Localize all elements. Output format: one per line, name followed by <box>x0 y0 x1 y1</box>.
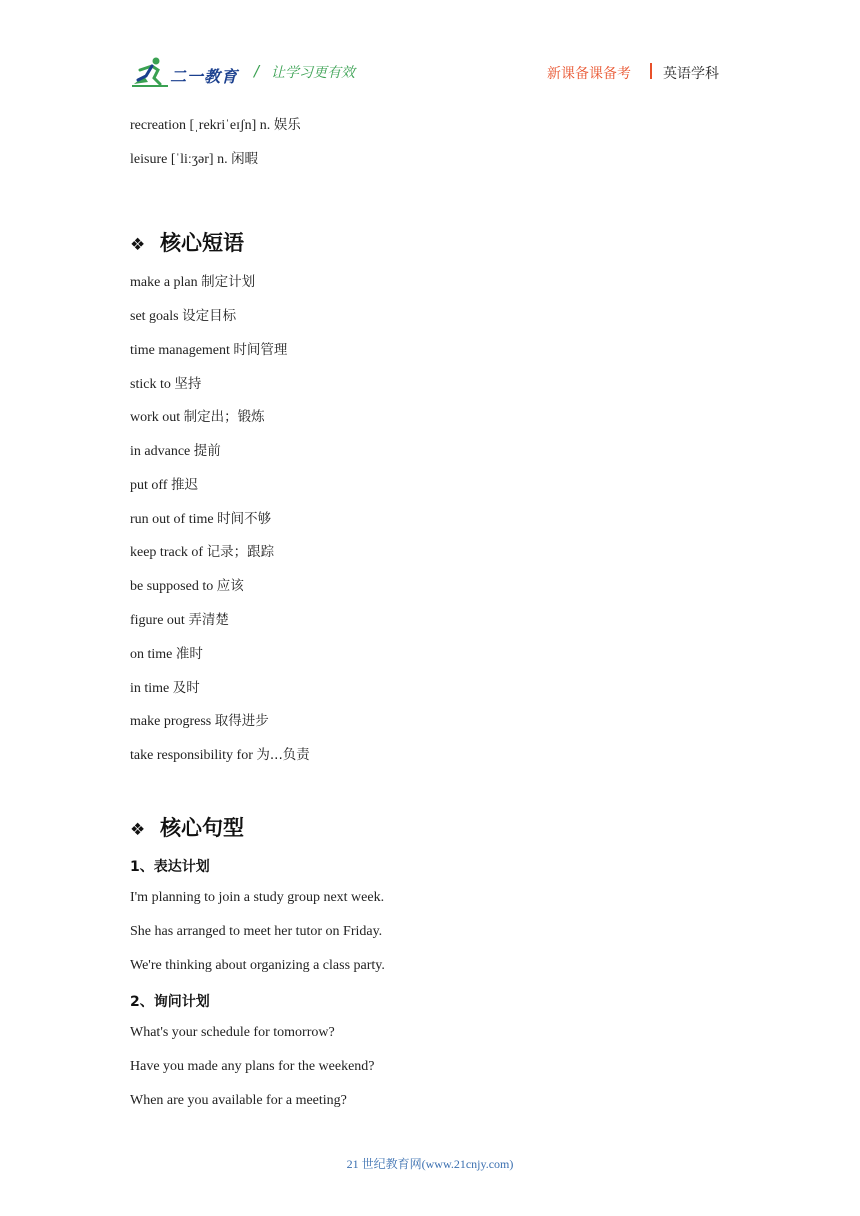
phrase-en: make progress <box>130 714 212 729</box>
sentence-item: Have you made any plans for the weekend? <box>130 1059 375 1074</box>
section-title-text: 核心短语 <box>160 231 244 255</box>
phrase-cn: 制定计划 <box>201 274 256 290</box>
phrase-item <box>130 709 269 730</box>
phrase-cn: 坚持 <box>174 376 202 392</box>
sentence-group-heading: 1、表达计划 <box>130 859 210 875</box>
phrase-en: put off <box>130 478 168 493</box>
phrase-en: time management <box>130 343 230 358</box>
phrase-item <box>130 676 200 697</box>
vocab-line <box>130 113 301 134</box>
vocab-meaning: 娱乐 <box>273 117 301 133</box>
phrase-item <box>130 642 203 663</box>
phrase-item <box>130 270 255 291</box>
sentence-item: When are you available for a meeting? <box>130 1093 347 1108</box>
phrase-item <box>130 507 271 528</box>
sentences-section-title <box>130 812 244 842</box>
sentence-item: We're thinking about organizing a class party. <box>130 958 385 973</box>
header-divider <box>650 63 652 79</box>
phrase-cn: 及时 <box>172 680 200 696</box>
phrase-en: in time <box>130 681 170 696</box>
phrase-cn: 弄清楚 <box>188 612 229 628</box>
phrase-item <box>130 574 244 595</box>
header-course-label: 新课备课备考 <box>547 66 631 82</box>
phrase-cn: 提前 <box>193 443 221 459</box>
brand-logo <box>130 56 240 90</box>
runner-logo-icon <box>130 56 170 88</box>
header-subject-label: 英语学科 <box>663 66 719 82</box>
phrase-cn: 记录；跟踪 <box>206 544 275 560</box>
phrase-item <box>130 540 274 561</box>
sentence-item: She has arranged to meet her tutor on Friday. <box>130 924 383 939</box>
phrase-item <box>130 405 265 426</box>
diamond-bullet-icon: ❖ <box>130 820 146 840</box>
phrase-cn: 应该 <box>216 578 244 594</box>
phrase-item <box>130 473 198 494</box>
vocab-meaning: 闲暇 <box>231 151 259 167</box>
phrase-en: stick to <box>130 377 171 392</box>
phrase-item <box>130 439 221 460</box>
phrase-item <box>130 608 229 629</box>
phrase-cn: 准时 <box>175 646 203 662</box>
phrase-cn: 时间管理 <box>233 342 288 358</box>
phrase-item <box>130 743 310 764</box>
vocab-word: recreation [ˌrekriˈeɪʃn] n. <box>130 118 271 133</box>
phrase-item <box>130 372 201 393</box>
page-header <box>0 0 860 100</box>
phrase-cn: 为...负责 <box>256 747 310 763</box>
phrase-cn: 取得进步 <box>214 713 269 729</box>
phrase-en: be supposed to <box>130 579 214 594</box>
diamond-bullet-icon: ❖ <box>130 235 146 255</box>
sentence-item: I'm planning to join a study group next week. <box>130 890 385 905</box>
phrase-cn: 时间不够 <box>217 511 272 527</box>
phrase-en: on time <box>130 647 173 662</box>
phrase-cn: 制定出；锻炼 <box>183 409 265 425</box>
slogan-separator: / <box>254 62 260 80</box>
section-title-text: 核心句型 <box>160 816 244 840</box>
logo-text: 二一教育 <box>170 67 239 86</box>
sentence-group-heading: 2、询问计划 <box>130 994 210 1010</box>
phrase-en: in advance <box>130 444 191 459</box>
sentence-item: What's your schedule for tomorrow? <box>130 1025 335 1040</box>
slogan: 让学习更有效 <box>271 65 355 81</box>
phrase-item <box>130 338 287 359</box>
phrase-en: take responsibility for <box>130 748 253 763</box>
phrase-cn: 推迟 <box>170 477 198 493</box>
phrase-en: keep track of <box>130 545 204 560</box>
vocab-line <box>130 147 258 168</box>
vocab-word: leisure [ˈliːʒər] n. <box>130 152 228 167</box>
phrase-item <box>130 304 236 325</box>
phrase-en: make a plan <box>130 275 198 290</box>
page-footer: 21 世纪教育网(www.21cnjy.com) <box>346 1157 514 1171</box>
phrase-en: figure out <box>130 613 185 628</box>
phrase-cn: 设定目标 <box>182 308 237 324</box>
phrase-en: set goals <box>130 309 179 324</box>
phrase-en: run out of time <box>130 512 214 527</box>
phrase-en: work out <box>130 410 181 425</box>
phrases-section-title <box>130 227 244 257</box>
